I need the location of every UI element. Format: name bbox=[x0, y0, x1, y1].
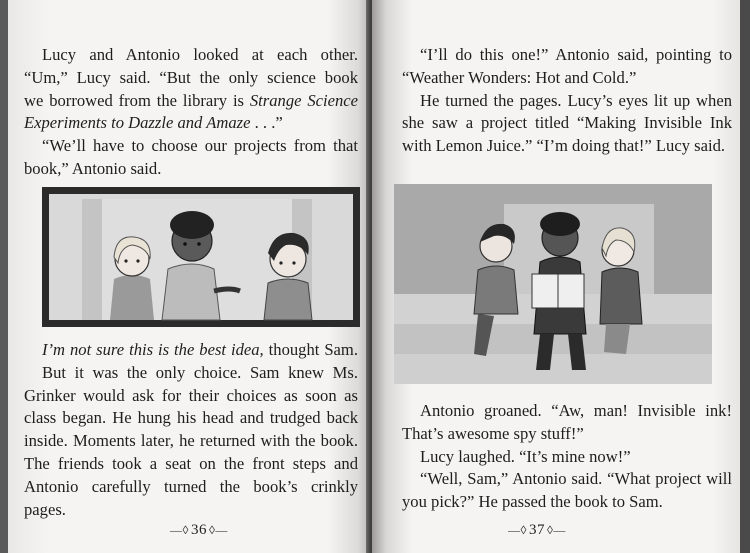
book-title-text: Strange Science bbox=[249, 90, 358, 110]
lucy-figure bbox=[110, 237, 154, 320]
right-page-bottom-text bbox=[402, 400, 732, 514]
page-number-text: 36 bbox=[190, 522, 207, 538]
page-number-text: 37 bbox=[528, 522, 545, 538]
page-number-right bbox=[506, 522, 568, 539]
italic-thought-text: I’m not sure this is the best idea, bbox=[42, 340, 264, 359]
paragraph: But it was the only choice. Sam knew Ms. Grinker would ask for their choices as soon as class began. He hung his head and trudged back inside. Moments later, he returned with the book. The friends took a seat on the front steps and Antonio carefully turned the book’s crinkly pages. bbox=[24, 362, 358, 519]
right-page-top-text bbox=[402, 44, 732, 158]
illustration-three-friends bbox=[42, 187, 360, 327]
step-3 bbox=[394, 354, 712, 384]
book-edge-left bbox=[0, 0, 8, 553]
ornament-icon: —◊ bbox=[508, 523, 527, 537]
right-page bbox=[372, 0, 740, 553]
book-title-text: Experiments to Dazzle and Amaze bbox=[24, 113, 251, 133]
paragraph bbox=[24, 112, 358, 135]
paragraph bbox=[24, 67, 358, 90]
illustration-reading-on-steps bbox=[394, 184, 712, 384]
page-number-left bbox=[168, 522, 230, 539]
left-page-top-text bbox=[24, 44, 358, 181]
text-line: “Um,” Lucy said. “But the only science book bbox=[24, 67, 358, 87]
text-run: we borrowed from the library is bbox=[24, 90, 250, 110]
paragraph bbox=[24, 339, 358, 362]
text-line: Lucy and Antonio looked at each other. bbox=[42, 45, 358, 64]
book-edge-right bbox=[740, 0, 750, 553]
paragraph: He turned the pages. Lucy’s eyes lit up when she saw a project titled “Making Invisible Ink with Lemon Juice.” “I’m doing that!” Lucy said. bbox=[402, 90, 732, 156]
paragraph: Lucy laughed. “It’s mine now!” bbox=[420, 446, 631, 466]
paragraph: “We’ll have to choose our projects from that book,” Antonio said. bbox=[24, 136, 358, 178]
ornament-icon: —◊ bbox=[170, 523, 189, 537]
ornament-icon: ◊— bbox=[208, 523, 228, 537]
paragraph: Antonio groaned. “Aw, man! Invisible ink! That’s awesome spy stuff!” bbox=[402, 401, 732, 443]
text-run: thought Sam. bbox=[263, 340, 358, 359]
paragraph: “I’ll do this one!” Antonio said, pointing to “Weather Wonders: Hot and Cold.” bbox=[402, 45, 732, 87]
paragraph bbox=[24, 90, 358, 113]
ornament-icon: ◊— bbox=[546, 523, 566, 537]
left-page-bottom-text bbox=[24, 339, 358, 521]
text-run: . . .” bbox=[250, 113, 283, 133]
left-page bbox=[8, 0, 370, 553]
paragraph bbox=[24, 44, 358, 67]
paragraph: “Well, Sam,” Antonio said. “What project will you pick?” He passed the book to Sam. bbox=[402, 469, 732, 512]
